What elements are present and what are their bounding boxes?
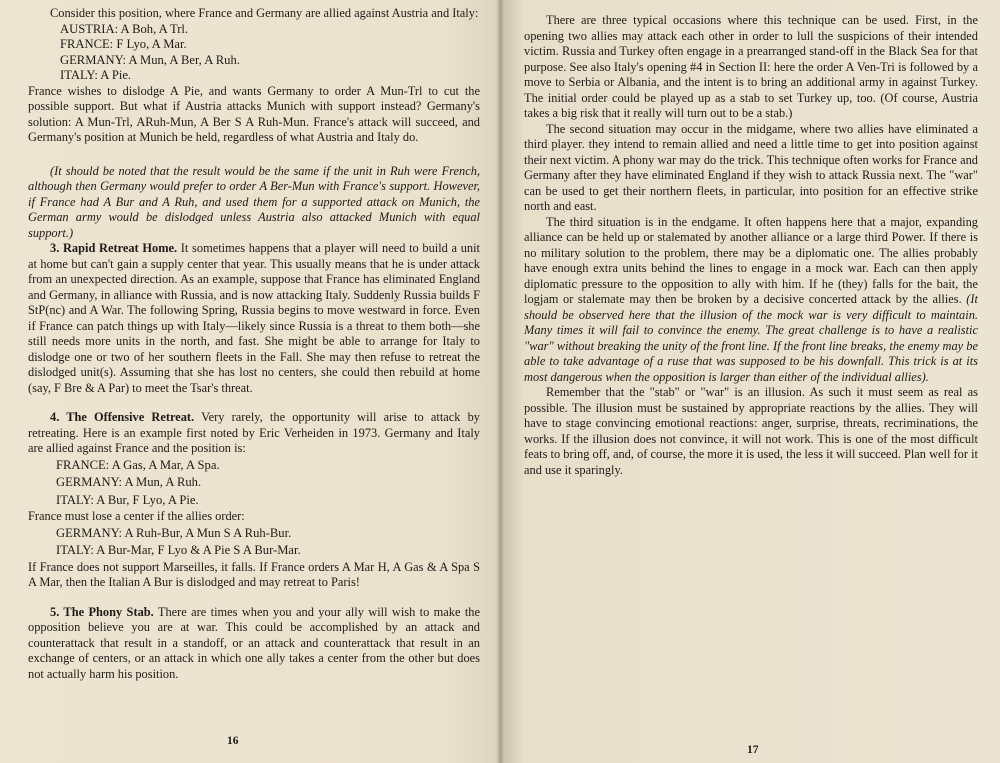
section-5-heading: 5. The Phony Stab. (50, 604, 154, 619)
paragraph-endgame (524, 215, 978, 386)
paragraph-note: (It should be noted that the result would be the same if the unit in Ruh were French, although then Germany would prefer to order A Ber-Mun with France's support. However, if France had A Bur and A Ruh, and used them for a supported attack on Munich, the German army would be dislodged unless Austria also attacked Munich with equal support.) (28, 163, 480, 240)
position-line: AUSTRIA: A Boh, A Trl. (60, 21, 189, 36)
position-line: FRANCE: A Gas, A Mar, A Spa. (56, 457, 220, 472)
paragraph-occasions: There are three typical occasions where this technique can be used. First, in the opening two allies may attack each other in order to lull the suspicions of their intended victim. Russia and Turkey often engage in a prearranged stand-off in the Black Sea for that purpose. See also Italy's opening #4 in Section II: here the order A Ven-Tri is followed by a move to Serbia or Albania, and the intent is to bring an additional army in against Turkey. The initial order could be played up as a stab to set Turkey up, too. (Of course, Austria takes a big risk that it really will turn out to be a stab.) (524, 13, 978, 120)
paragraph-allies-order: France must lose a center if the allies order: (28, 509, 245, 524)
page-number-right: 17 (747, 744, 759, 756)
section-5-text: There are times when you and your ally will wish to make the opposition believe you are at war. This could be accomplished by an attack and counterattack that result in a standoff, or an attack and counterattack that result in an exchange of centers, or an attack in which one ally takes a center from the other but does not actually harm his position. (28, 604, 480, 681)
position-line: ITALY: A Pie. (60, 68, 132, 82)
section-3-text: It sometimes happens that a player will need to build a unit at home but can't gain a supply center that year. This usually means that he is under attack from an unexpected direction. As an example, suppose that France has eliminated England and Germany, in alliance with Russia, and is now attacking Italy. Suddenly Russia builds F StP(nc) and A War. The following Spring, Russia begins to move westward in force. Even if France can patch things up with Italy—likely since Russia is a threat to them both—she still needs more units in the north, and fast. She might be able to arrange for Italy to dislodge one or two of her southern fleets in the Fall. She may then refuse to retreat the dislodged unit(s). Assuming that she has lost no centers, she could then rebuild at home (say, F Bre & A Par) to meet the Tsar's threat. (28, 241, 480, 395)
section-3 (28, 241, 480, 396)
position-line: GERMANY: A Mun, A Ruh. (56, 475, 202, 490)
right-page (500, 0, 1000, 763)
section-3-heading: 3. Rapid Retreat Home. (50, 241, 178, 255)
endgame-text: The third situation is in the endgame. It often happens here that a major, expanding alliance can be held up or stalemated by another alliance or a large third Power. If there is no military solution to the problem, there may be a diplomatic one. The allies probably have enough extra units behind the lines to engage in a mock war. Each can then apply diplomatic pressure to the opposition to ally with him. If he (they) falls for the bait, the logjam or stalemate may then be broken by a decisive concerted attack by the allies. (524, 214, 978, 306)
position-line: GERMANY: A Mun, A Ber, A Ruh. (60, 52, 240, 67)
section-5 (28, 605, 480, 683)
position-line: GERMANY: A Ruh-Bur, A Mun S A Ruh-Bur. (56, 525, 292, 540)
position-line: FRANCE: F Lyo, A Mar. (60, 37, 187, 51)
position-line: ITALY: A Bur, F Lyo, A Pie. (56, 492, 199, 507)
endgame-note: (It should be observed here that the illusion of the mock war is very difficult to maintain. Many times it will fail to convince the enemy. The great challenge is to have a realistic "war" without breaking the unity of the front line. If the front line breaks, the enemy may be able to take advantage of a ruse that was supposed to be his downfall. This trick is at its most dangerous when the opposition is larger than either of the individual allies). (524, 292, 978, 384)
paragraph-illusion: Remember that the "stab" or "war" is an illusion. As such it must seem as real as possible. The illusion must be sustained by appropriate reactions by the allies. They will have to stage convincing emotional reactions: anger, surprise, threats, recriminations, the works. If the illusion does not convince, it will not work. This is one of the most difficult feats to bring off, and, of course, the more it is used, the less it will succeed. Plan well for it and use it sparingly. (524, 385, 978, 477)
paragraph-midgame: The second situation may occur in the midgame, where two allies have eliminated a third player. they intend to remain allied and need a little time to get into position against their next victim. A phony war may do the trick. This technique often works for France and Germany after they have eliminated England if they wish to attack Russia next. The "war" can be used to get their northern fleets, in particular, into position for an effective strike north and east. (524, 121, 978, 213)
paragraph-marseilles: If France does not support Marseilles, it falls. If France orders A Mar H, A Gas & A Spa S A Mar, then the Italian A Bur is dislodged and may retreat to Paris! (28, 559, 480, 590)
paragraph-intro: Consider this position, where France and Germany are allied against Austria and Italy: (50, 6, 479, 20)
section-4-heading: 4. The Offensive Retreat. (50, 410, 195, 424)
paragraph-dislodge: France wishes to dislodge A Pie, and wants Germany to order A Mun-Trl to cut the possible support. But what if Austria attacks Munich with support instead? Germany's solution: A Mun-Trl, ARuh-Mun, A Ber S A Ruh-Mun. France's attack will succeed, and Germany's position at Munich be held, regardless of what Austria and Italy do. (28, 83, 480, 144)
position-list-2 (28, 457, 480, 510)
section-4-text: Very rarely, the opportunity will arise to attack by retreating. Here is an example first noted by Eric Verheiden in 1973. Germany and Italy are allied against France and the position is: (28, 410, 480, 455)
book-gutter (496, 0, 504, 763)
position-list-1 (28, 22, 480, 84)
page-number-left: 16 (227, 735, 239, 747)
position-list-3 (28, 525, 480, 560)
position-line: ITALY: A Bur-Mar, F Lyo & A Pie S A Bur-Mar. (56, 543, 301, 558)
section-4 (28, 410, 480, 457)
